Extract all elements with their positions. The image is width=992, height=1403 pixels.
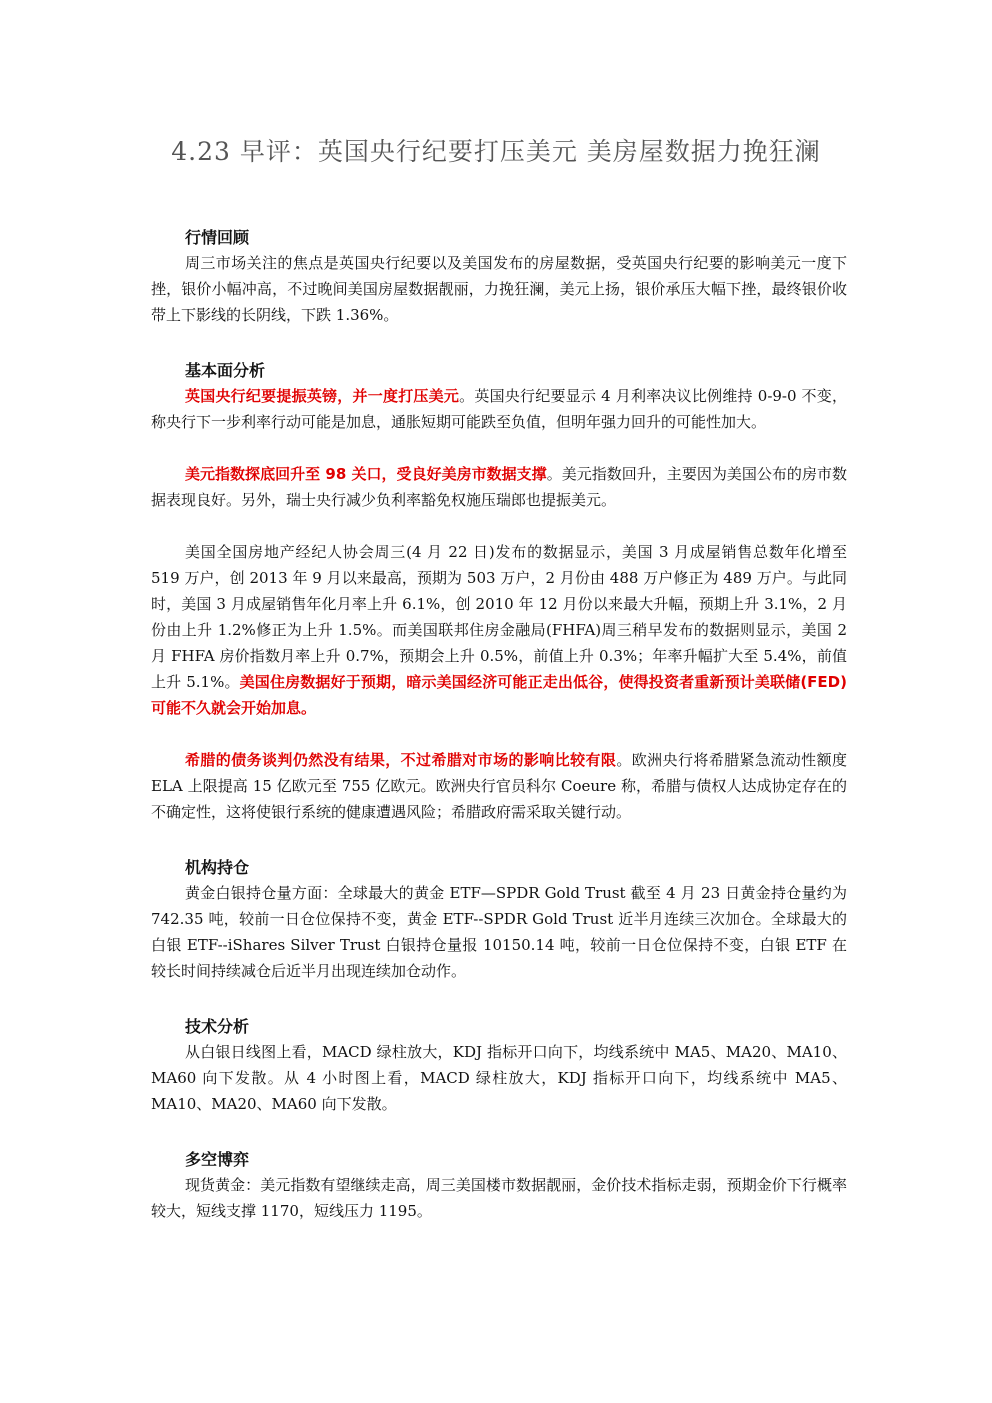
fundamentals-p4-text: 。欧洲央行将希腊紧急流动性额度 ELA 上限提高 15 亿欧元至 755 亿欧元。欧洲央行官员科尔 Coeure 称，希腊与债权人达成协定存在的不确定性，这将使银行系统的健康遭遇风险；希腊政府需采取关键行动。: [151, 751, 847, 821]
fundamentals-paragraph-1: [151, 383, 847, 435]
fundamentals-p2-text: 。美元指数回升，主要因为美国公布的房市数据表现良好。另外，瑞士央行减少负利率豁免权施压瑞郎也提振美元。: [151, 465, 847, 509]
highlight-greece-debt: 希腊的债务谈判仍然没有结果，不过希腊对市场的影响比较有限: [185, 751, 617, 769]
fundamentals-paragraph-3: [151, 539, 847, 721]
highlight-dollar-index: 美元指数探底回升至 98 关口，受良好美房市数据支撑: [185, 465, 547, 483]
outlook-text: 现货黄金：美元指数有望继续走高，周三美国楼市数据靓丽，金价技术指标走弱，预期金价下行概率较大，短线支撑 1170，短线压力 1195。: [151, 1176, 847, 1220]
technical-text: 从白银日线图上看，MACD 绿柱放大，KDJ 指标开口向下，均线系统中 MA5、MA20、MA10、MA60 向下发散。从 4 小时图上看，MACD 绿柱放大，KDJ 指标开口向下，均线系统中 MA5、MA10、MA20、MA60 向下发散。: [151, 1043, 847, 1113]
heading-market-review: 行情回顾: [185, 228, 250, 247]
heading-technical: 技术分析: [185, 1017, 250, 1036]
highlight-boe-minutes: 英国央行纪要提振英镑，并一度打压美元: [185, 387, 460, 405]
document-title: 4.23 早评：英国央行纪要打压美元 美房屋数据力挽狂澜: [171, 137, 821, 166]
heading-outlook: 多空博弈: [185, 1150, 250, 1169]
fundamentals-paragraph-4: [151, 747, 847, 825]
market-review-text: 周三市场关注的焦点是英国央行纪要以及美国发布的房屋数据，受英国央行纪要的影响美元一度下挫，银价小幅冲高，不过晚间美国房屋数据靓丽，力挽狂澜，美元上扬，银价承压大幅下挫，最终银价收带上下影线的长阴线，下跌 1.36%。: [151, 254, 847, 324]
document-body: [151, 225, 847, 1224]
highlight-housing-data: 美国住房数据好于预期，暗示美国经济可能正走出低谷，使得投资者重新预计美联储(FED)可能不久就会开始加息。: [151, 673, 847, 717]
fundamentals-paragraph-2: [151, 461, 847, 513]
heading-positions: 机构持仓: [185, 858, 250, 877]
heading-fundamentals: 基本面分析: [185, 361, 266, 380]
fundamentals-p1-text: 。英国央行纪要显示 4 月利率决议比例维持 0-9-0 不变，称央行下一步利率行动可能是加息，通胀短期可能跌至负值，但明年强力回升的可能性加大。: [151, 387, 847, 431]
positions-text: 黄金白银持仓量方面：全球最大的黄金 ETF—SPDR Gold Trust 截至 4 月 23 日黄金持仓量约为 742.35 吨，较前一日仓位保持不变，黄金 ETF--SPDR Gold Trust 近半月连续三次加仓。全球最大的白银 ETF--iShares Silver Trust 白银持仓量报 10150.14 吨，较前一日仓位保持不变，白银 ETF 在较长时间持续减仓后近半月出现连续加仓动作。: [151, 884, 847, 980]
fundamentals-p3-text: 美国全国房地产经纪人协会周三(4 月 22 日)发布的数据显示，美国 3 月成屋销售总数年化增至 519 万户，创 2013 年 9 月以来最高，预期为 503 万户，2 月份由 488 万户修正为 489 万户。与此同时，美国 3 月成屋销售年化月率上升 6.1%，创 2010 年 12 月份以来最大升幅，预期上升 3.1%，2 月份由上升 1.2%修正为上升 1.5%。而美国联邦住房金融局(FHFA)周三稍早发布的数据则显示，美国 2 月 FHFA 房价指数月率上升 0.7%，预期会上升 0.5%，前值上升 0.3%；年率升幅扩大至 5.4%，前值上升 5.1%。: [151, 543, 847, 691]
